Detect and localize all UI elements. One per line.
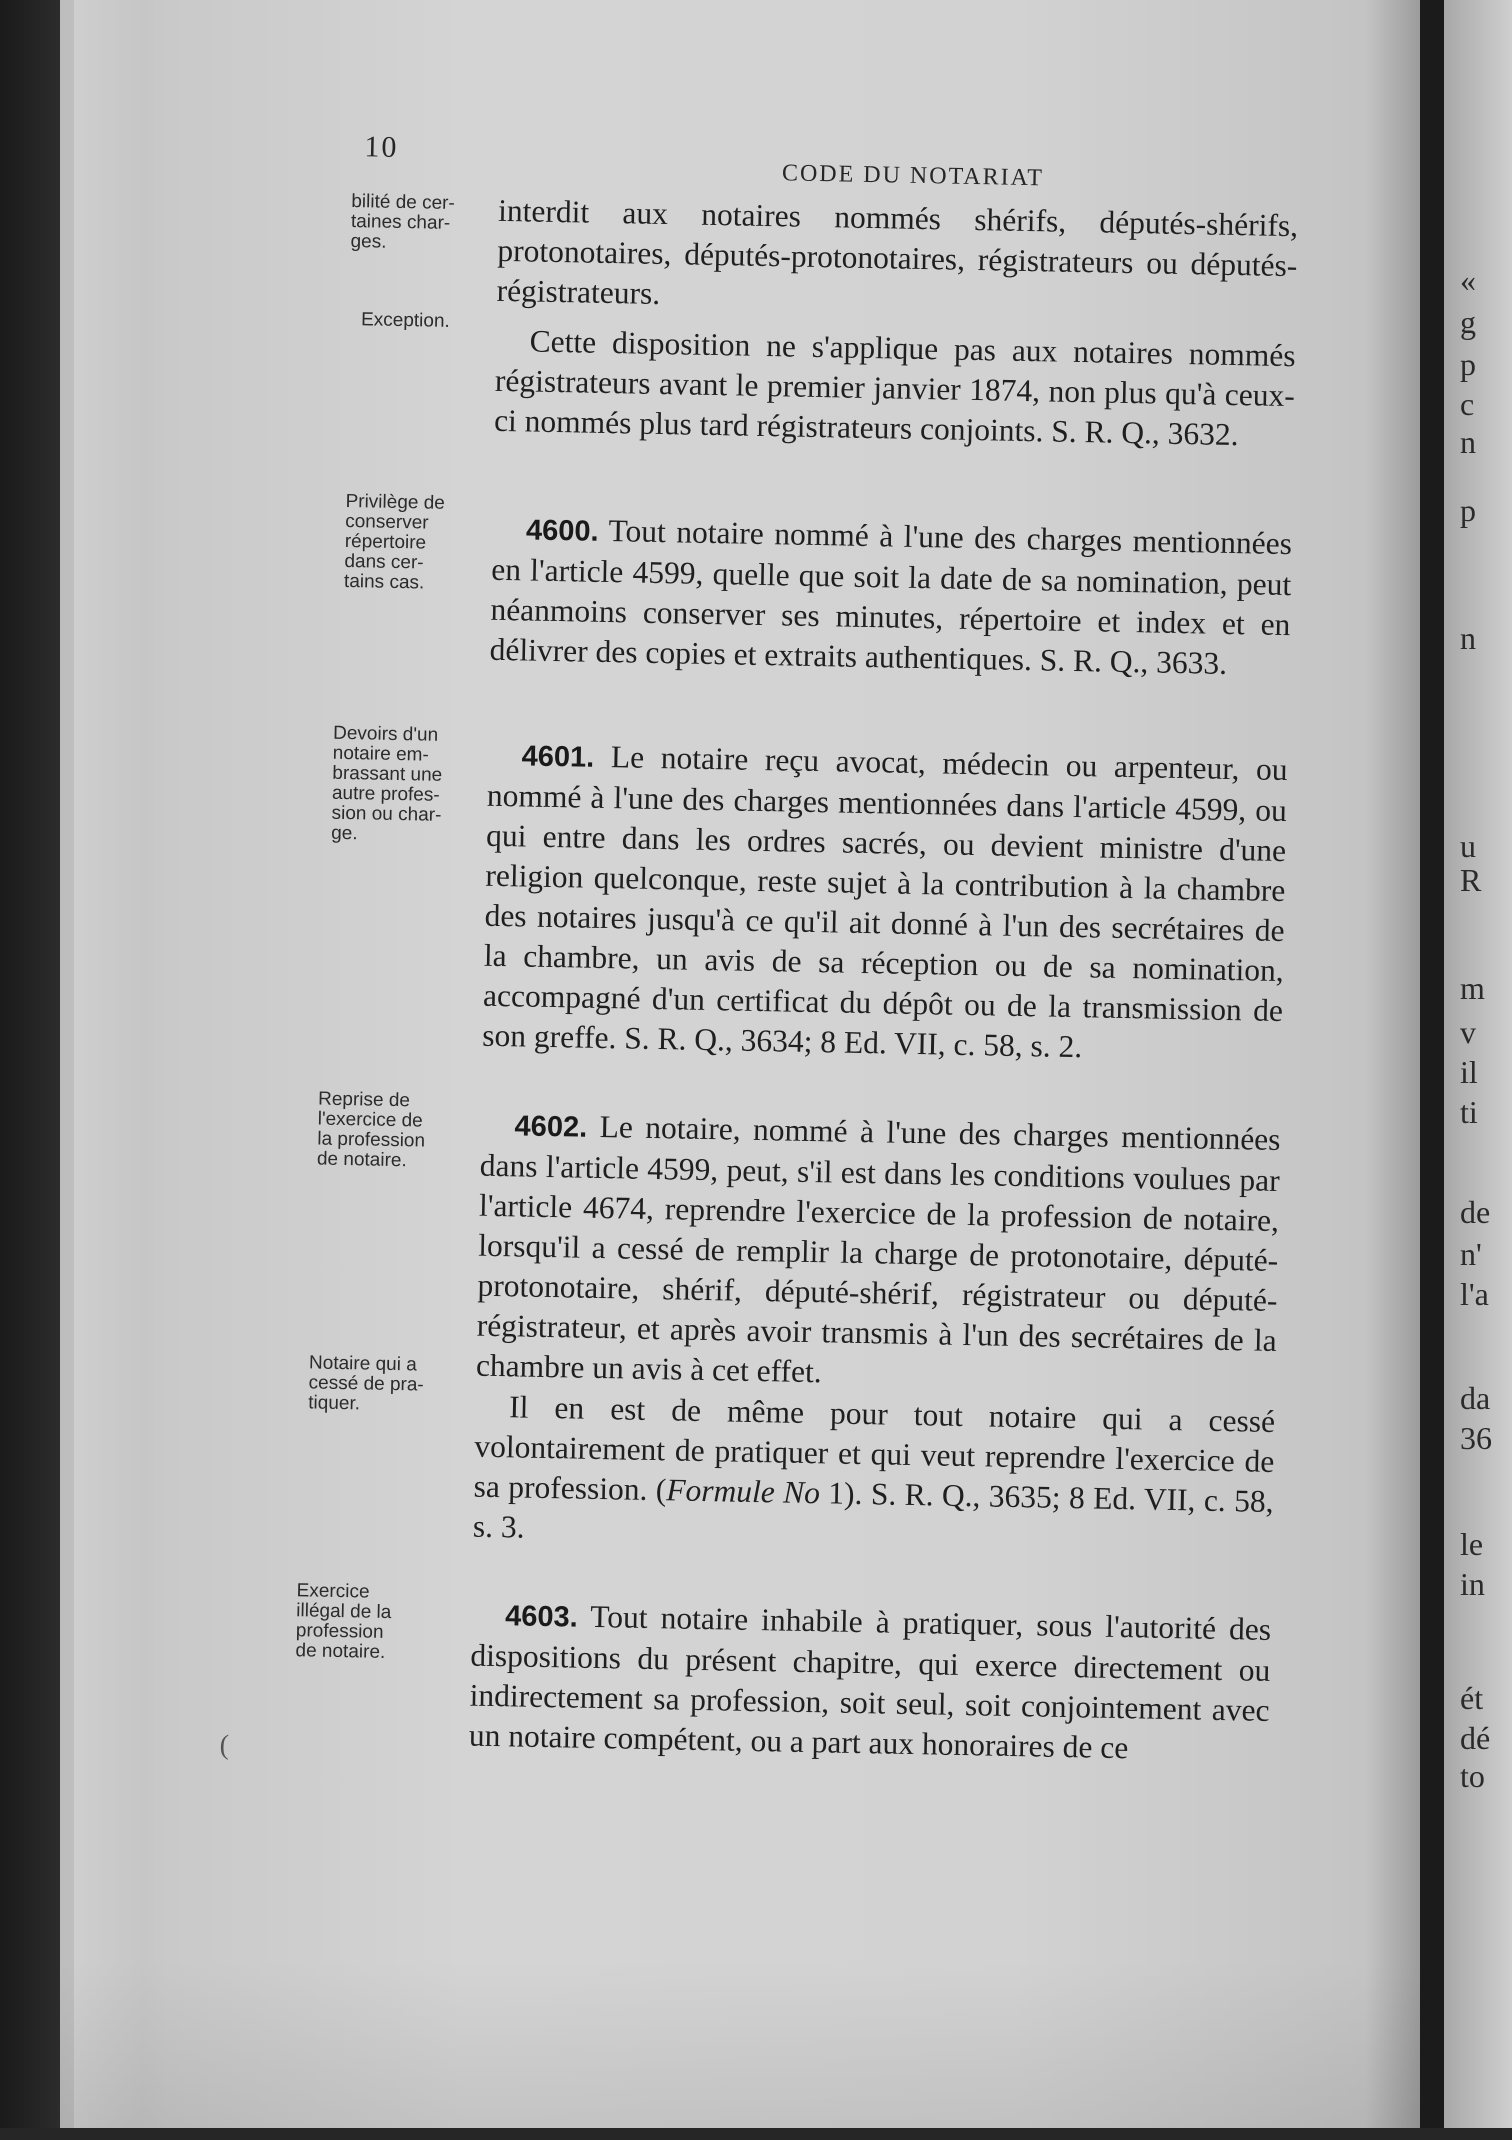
facing-page-fragment: n [1460,424,1476,460]
article-4602 [476,1105,1281,1401]
facing-page-fragment: in [1460,1566,1485,1602]
paragraph-continuation [496,191,1298,326]
article-number: 4600. [525,514,599,548]
paragraph-text: interdit aux notaires nommés shérifs, députés-shérifs, protonotaires, députés-protonotaires, régistrateurs ou députés-régistrateurs. [496,192,1299,311]
facing-page-fragment: u [1460,828,1476,864]
paragraph-notaire-cesse [473,1387,1276,1562]
facing-page-edge [1444,0,1512,2128]
running-head: CODE DU NOTARIAT [781,160,1045,192]
margin-note-reprise: Reprise de l'exercice de la profession de notaire. [316,1088,426,1172]
facing-page-fragment: to [1460,1758,1485,1794]
facing-page-fragment: l'a [1460,1276,1489,1312]
facing-page-fragment: ti [1460,1094,1478,1130]
scan-speck: ( [219,1729,230,1761]
page-content [37,0,1438,2140]
facing-page-fragment: m [1460,970,1485,1006]
article-4600 [489,509,1292,685]
article-text: Le notaire reçu avocat, médecin ou arpenteur, ou nommé à l'une des charges mentionnées dans l'article 4599, ou qui entre dans les ordres sacrés, ou devient ministre d'une religion quelconque, reste sujet à la contribution à la chambre des notaires jusqu'à ce qu'il ait donné à l'un des secrétaires de la chambre, un avis de sa réception ou de sa nomination, accompagné d'un certificat du dépôt ou de la transmission de son greffe. S. R. Q., 3634; 8 Ed. VII, c. 58, s. 2. [482,738,1288,1065]
paragraph-text: 1). S. R. Q., 3635; 8 Ed. VII, c. 58, s. 3. [472,1475,1274,1545]
paragraph-text: Il en est de même pour tout notaire qui a cessé volontairement de pratiquer et qui veut reprendre l'exercice de sa profession. ( [473,1389,1276,1508]
facing-page-fragment: il [1460,1054,1478,1090]
article-number: 4601. [521,740,595,774]
margin-note-bilite: bilité de cer- taines char- ges. [350,191,456,253]
margin-note-devoirs: Devoirs d'un notaire em- brassant une autre profes- sion ou char- ge. [331,722,443,845]
facing-page-fragment: n' [1460,1236,1482,1272]
facing-page-fragment: g [1460,304,1476,340]
page-number: 10 [364,130,399,164]
facing-page-fragment: da [1460,1380,1491,1416]
facing-page-fragment: v [1460,1014,1476,1050]
facing-page-fragment: le [1460,1526,1484,1562]
margin-note-privilege: Privilège de conserver répertoire dans cer- tains cas. [343,490,446,594]
facing-page-fragment: n [1460,620,1476,656]
facing-page-fragment: « [1460,262,1476,298]
margin-note-exercice-illegal: Exercice illégal de la profession de notaire. [295,1580,392,1663]
page-gutter [1420,0,1444,2128]
facing-page-fragment: dé [1460,1720,1491,1756]
facing-page-fragment: 36 [1460,1420,1492,1456]
facing-page-fragment: p [1460,492,1476,528]
article-4603 [469,1595,1272,1771]
facing-page-fragment: de [1460,1194,1491,1230]
scanned-page [60,0,1420,2128]
article-text: Le notaire, nommé à l'une des charges mentionnées dans l'article 4599, peut, s'il est dans les conditions voulues par l'article 4674, reprendre l'exercice de la profession de notaire, lorsqu'il a cessé de remplir la charge de protonotaire, député-protonotaire, shérif, député-shérif, régistrateur ou député-régistrateur, et après avoir transmis à l'un des secrétaires de la chambre un avis à cet effet. [475,1108,1281,1390]
facing-page-fragment: c [1460,386,1475,422]
facing-page-fragment: p [1460,346,1476,382]
paragraph-exception [494,321,1296,456]
margin-note-exception: Exception. [360,309,450,332]
paragraph-text: Cette disposition ne s'applique pas aux notaires nommés régistrateurs avant le premier janvier 1874, non plus qu'à ceux-ci nommés plus tard régistrateurs conjoints. S. R. Q., 3632. [493,323,1296,453]
facing-page-fragment: R [1460,862,1482,898]
article-4601 [482,735,1288,1071]
facing-page-fragment: ét [1460,1680,1484,1716]
margin-note-notaire-cesse: Notaire qui a cessé de pra- tiquer. [308,1352,424,1415]
article-text: Tout notaire inhabile à pratiquer, sous l'autorité des dispositions du présent chapitre, qui exerce directement ou indirectement sa profession, soit seul, soit conjointement avec un notaire compétent, ou a part aux honoraires de ce [468,1598,1272,1766]
article-number: 4602. [514,1110,588,1144]
formule-reference: Formule No [665,1472,821,1511]
article-number: 4603. [504,1600,579,1634]
article-text: Tout notaire nommé à l'une des charges mentionnées en l'article 4599, quelle que soit la date de sa nomination, peut néanmoins conserver ses minutes, répertoire et index et en délivrer des copies et extraits authentiques. S. R. Q., 3633. [489,512,1293,681]
